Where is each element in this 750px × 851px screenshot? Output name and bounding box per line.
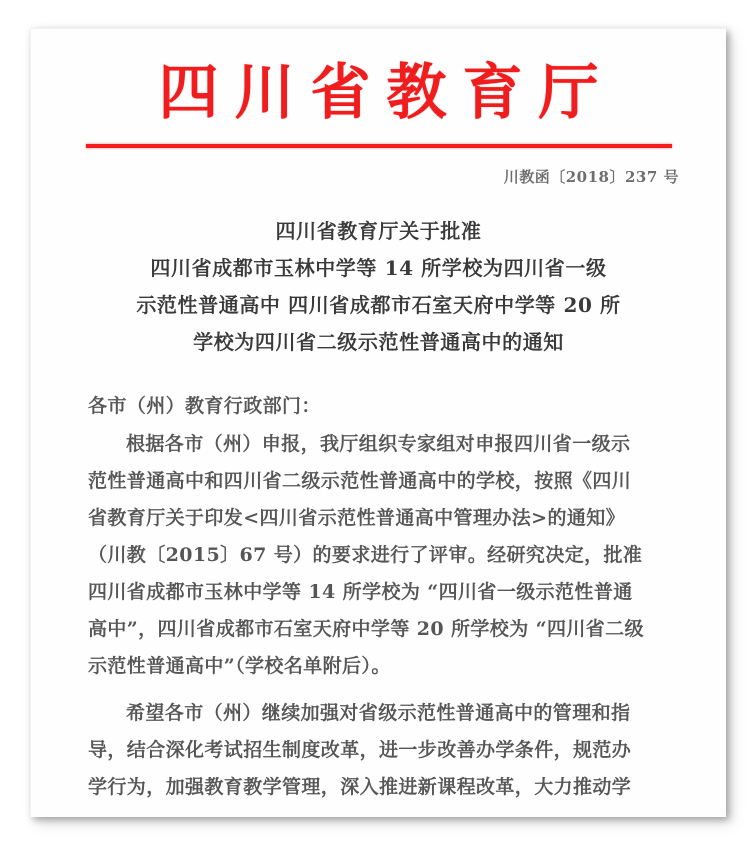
- paragraph-2-line-3: 学行为，加强教育教学管理，深入推进新课程改革，大力推动学: [88, 776, 632, 798]
- paragraph-1-line-1: 根据各市（州）申报，我厅组织专家组对申报四川省一级示: [126, 433, 631, 455]
- issuing-agency-masthead: 四川省教育厅: [158, 58, 615, 128]
- document-number: 川教函〔2018〕237 号: [503, 168, 679, 186]
- document-title: [67, 213, 690, 361]
- salutation: 各市（州）教育行政部门：: [88, 395, 321, 417]
- title-line-3: 示范性普通高中 四川省成都市石室天府中学等 20 所: [136, 293, 621, 317]
- paragraph-1-line-4: （川教〔2015〕67 号）的要求进行了评审。经研究决定，批准: [88, 544, 643, 566]
- paragraph-1-line-6: 高中”，四川省成都市石室天府中学等 20 所学校为 “四川省二级: [88, 618, 644, 640]
- paragraph-1-line-3: 省教育厅关于印发<四川省示范性普通高中管理办法>的通知》: [88, 507, 626, 529]
- paragraph-2: [88, 695, 696, 806]
- title-line-1: 四川省教育厅关于批准: [275, 219, 482, 243]
- title-line-2: 四川省成都市玉林中学等 14 所学校为四川省一级: [150, 256, 607, 280]
- paragraph-1-line-7: 示范性普通高中”（学校名单附后）。: [88, 655, 391, 677]
- document-body: [88, 388, 696, 806]
- paragraph-1: [88, 426, 696, 685]
- paragraph-2-line-2: 导，结合深化考试招生制度改革，进一步改善办学条件，规范办: [88, 739, 632, 761]
- paragraph-1-line-2: 范性普通高中和四川省二级示范性普通高中的学校，按照《四川: [88, 470, 632, 492]
- paragraph-2-line-1: 希望各市（州）继续加强对省级示范性普通高中的管理和指: [126, 702, 631, 724]
- title-line-4: 学校为四川省二级示范性普通高中的通知: [193, 330, 564, 354]
- masthead-red-rule: [86, 144, 672, 148]
- scanned-document-page: [30, 28, 726, 817]
- masthead: [31, 55, 726, 148]
- paragraph-1-line-5: 四川省成都市玉林中学等 14 所学校为 “四川省一级示范性普通: [88, 581, 633, 603]
